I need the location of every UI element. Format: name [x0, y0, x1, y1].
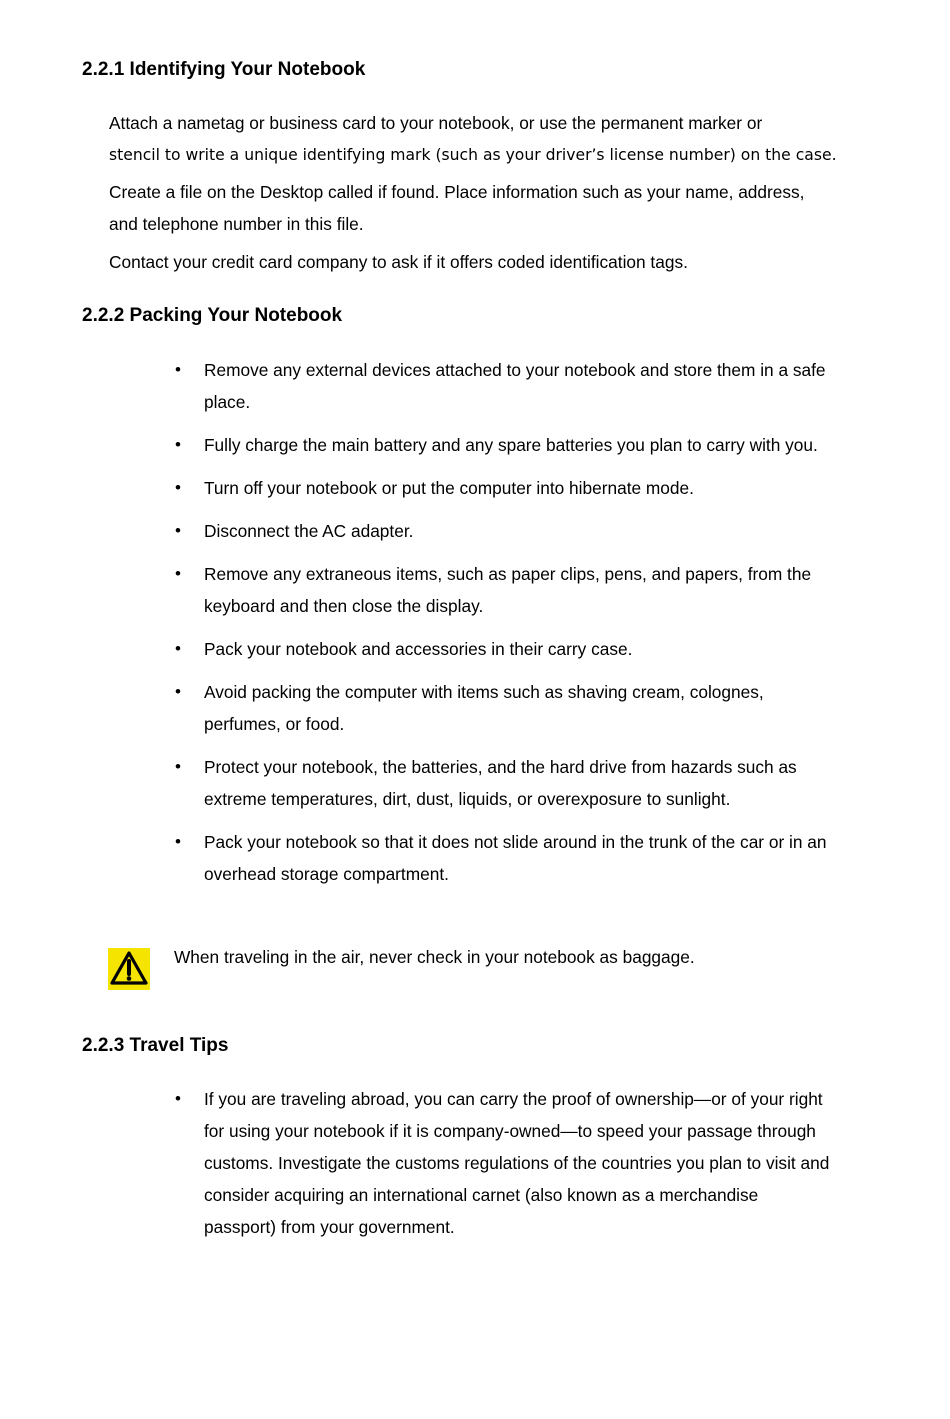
bullet-icon: • — [175, 435, 181, 454]
warning-text: When traveling in the air, never check in your notebook as baggage. — [174, 947, 695, 967]
list-item — [172, 826, 832, 890]
list-item — [172, 676, 832, 740]
bullet-icon: • — [175, 478, 181, 497]
list-item-text: Remove any extraneous items, such as paper clips, pens, and papers, from the keyboard and then close the display. — [204, 564, 812, 616]
section-heading-packing: 2.2.2 Packing Your Notebook — [82, 305, 343, 326]
list-item — [172, 558, 832, 622]
warning-note — [108, 946, 828, 994]
list-item — [172, 472, 832, 504]
bullet-icon: • — [175, 360, 181, 379]
bullet-icon: • — [175, 832, 181, 851]
list-item-text: Pack your notebook so that it does not slide around in the trunk of the car or in an overhead storage compartment. — [204, 832, 827, 884]
bullet-icon: • — [175, 639, 181, 658]
list-item-text: Pack your notebook and accessories in their carry case. — [204, 639, 633, 659]
list-item-text: Protect your notebook, the batteries, and the hard drive from hazards such as extreme temperatures, dirt, dust, liquids, or overexposure to sunlight. — [204, 757, 797, 809]
list-item — [172, 1083, 832, 1243]
paragraph-if-found-file: Create a file on the Desktop called if found. Place information such as your name, address, and telephone number in this file. — [109, 182, 805, 234]
list-item-text: Avoid packing the computer with items such as shaving cream, colognes, perfumes, or food. — [204, 682, 764, 734]
travel-tips-bullet-list — [172, 1083, 832, 1254]
list-item — [172, 751, 832, 815]
bullet-icon: • — [175, 521, 181, 540]
bullet-icon: • — [175, 682, 181, 701]
list-item-text: Remove any external devices attached to your notebook and store them in a safe place. — [204, 360, 826, 412]
warning-icon — [108, 948, 150, 990]
list-item-text: Fully charge the main battery and any spare batteries you plan to carry with you. — [204, 435, 818, 455]
bullet-icon: • — [175, 564, 181, 583]
list-item — [172, 429, 832, 461]
bullet-icon: • — [175, 757, 181, 776]
list-item — [172, 515, 832, 547]
list-item — [172, 633, 832, 665]
paragraph-nametag-line1: Attach a nametag or business card to your notebook, or use the permanent marker or — [109, 113, 763, 133]
paragraph-nametag-line2: stencil to write a unique identifying mark (such as your driver’s license number) on the case. — [109, 146, 837, 164]
list-item — [172, 354, 832, 418]
section-heading-travel-tips: 2.2.3 Travel Tips — [82, 1035, 229, 1056]
packing-bullet-list — [172, 354, 832, 901]
list-item-text: If you are traveling abroad, you can carry the proof of ownership—or of your right for using your notebook if it is company-owned—to speed your passage through customs. Investigate the customs regulations of the countries you plan to visit and consider acquiring an international carnet (also known as a merchandise passport) from your government. — [204, 1089, 830, 1237]
section-heading-identifying: 2.2.1 Identifying Your Notebook — [82, 59, 366, 80]
list-item-text: Disconnect the AC adapter. — [204, 521, 414, 541]
list-item-text: Turn off your notebook or put the computer into hibernate mode. — [204, 478, 694, 498]
bullet-icon: • — [175, 1089, 181, 1108]
paragraph-credit-card: Contact your credit card company to ask if it offers coded identification tags. — [109, 252, 688, 272]
